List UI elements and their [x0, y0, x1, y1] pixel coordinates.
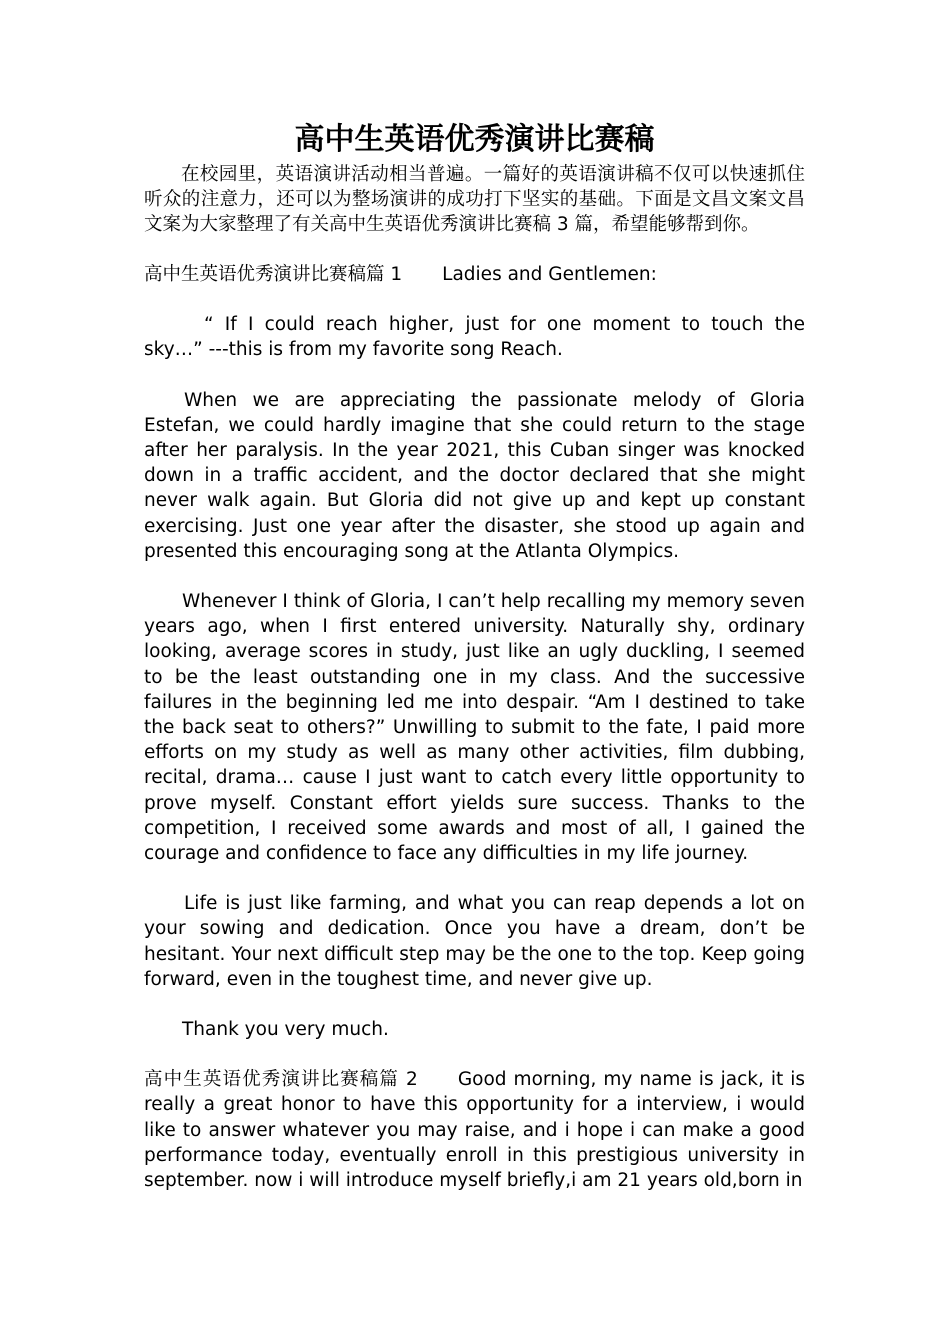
spacer [144, 287, 805, 312]
section-2-paragraph [144, 1067, 805, 1193]
spacer [144, 363, 805, 388]
spacer [144, 564, 805, 589]
section-1-closing: Thank you very much. [182, 1019, 389, 1041]
spacer [144, 866, 805, 891]
document-title: 高中生英语优秀演讲比赛稿 [294, 122, 655, 157]
document-page [144, 118, 805, 1193]
section-1-paragraph-1: “ If I could reach higher, just for one moment to touch the sky…” ---this is from my favorite song Reach. [144, 314, 805, 361]
section-2-label: 高中生英语优秀演讲比赛稿篇 2 [144, 1069, 418, 1091]
spacer [144, 237, 805, 262]
section-1-header [144, 262, 805, 287]
section-1-paragraph-4: Life is just like farming, and what you can reap depends a lot on your sowing and dedication. Once you have a dream, don’t be hesitant. Your next difficult step may be the one to the top. Keep going forward, even in the toughest time, and never give up. [144, 893, 805, 990]
spacer [144, 1042, 805, 1067]
section-1-paragraph-2: When we are appreciating the passionate melody of Gloria Estefan, we could hardly imagine that she could return to the stage after her paralysis. In the year 2021, this Cuban singer was knocked down in a traffic accident, and the doctor declared that she might never walk again. But Gloria did not give up and kept up constant exercising. Just one year after the disaster, she stood up again and presented this encouraging song at the Atlanta Olympics. [144, 389, 805, 562]
intro-paragraph: 在校园里，英语演讲活动相当普遍。一篇好的英语演讲稿不仅可以快速抓住听众的注意力，还可以为整场演讲的成功打下坚实的基础。下面是文昌文案文昌文案为大家整理了有关高中生英语优秀演讲比赛稿 3 篇，希望能够帮到你。 [144, 164, 805, 235]
spacer [144, 992, 805, 1017]
section-1-paragraph-3: Whenever I think of Gloria, I can’t help recalling my memory seven years ago, when I first entered university. Naturally shy, ordinary looking, average scores in study, just like an ugly duckling, I seemed to be the least outstanding one in my class. And the successive failures in the beginning led me into despair. “Am I destined to take the back seat to others?” Unwilling to submit to the fate, I paid more efforts on my study as well as many other activities, film dubbing, recital, drama… cause I just want to catch every little opportunity to prove myself. Constant effort yields sure success. Thanks to the competition, I received some awards and most of all, I gained the courage and confidence to face any difficulties in my life journey. [144, 591, 805, 865]
section-1-label: 高中生英语优秀演讲比赛稿篇 1 [144, 264, 403, 285]
section-1-opening: Ladies and Gentlemen: [442, 264, 657, 285]
section-2-text: Good morning, my name is jack, it is really a great honor to have this opportunity for a interview, i would like to answer whatever you may raise, and i hope i can make a good performance today, eventually enroll in this prestigious university in september. now i will introduce myself briefly,i am 21 years old,born in [144, 1069, 806, 1192]
